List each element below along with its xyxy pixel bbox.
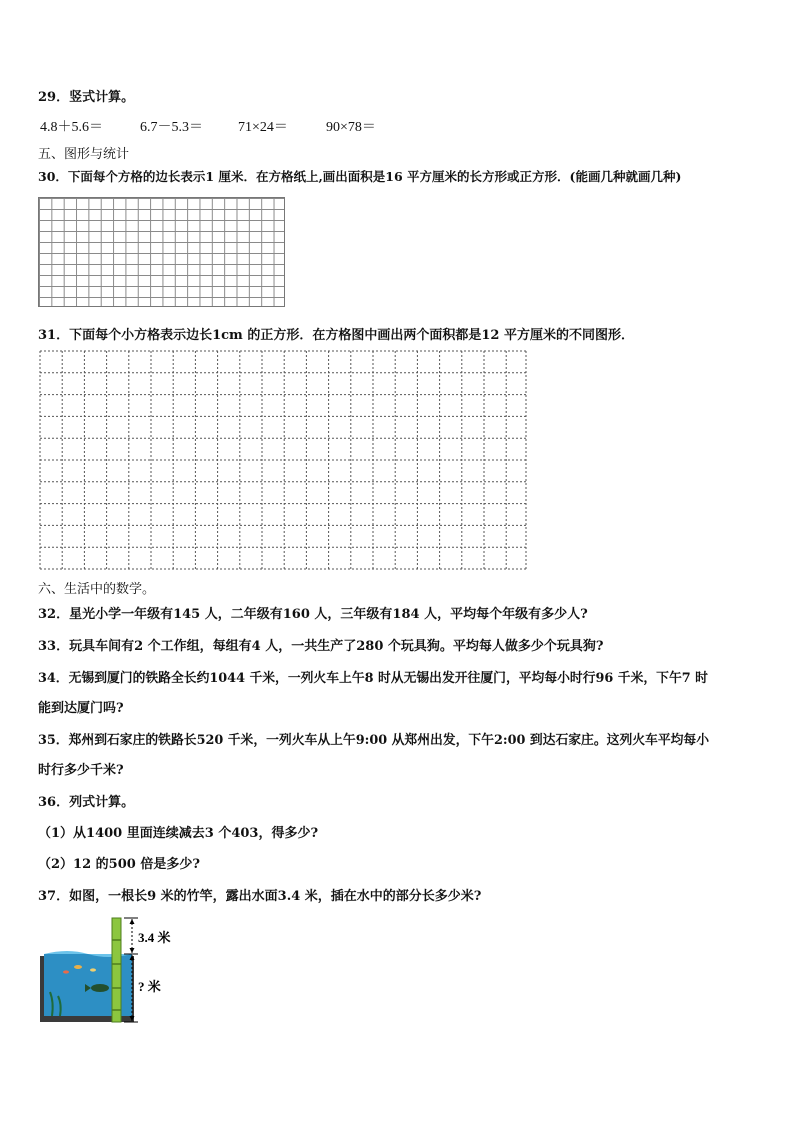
q35-line1: 35．郑州到石家庄的铁路长520 千米，一列火车从上午9:00 从郑州出发，下午2:00 到达石家庄。这列火车平均每小 [38,733,710,748]
q31-text: 31．下面每个小方格表示边长1cm 的正方形．在方格图中画出两个面积都是12 平方厘米的不同图形． [38,328,634,343]
q37-text: 37．如图，一根长9 米的竹竿，露出水面3.4 米，插在水中的部分长多少米? [38,889,482,904]
bamboo-figure [38,912,178,1026]
q32-text: 32．星光小学一年级有145 人，二年级有160 人，三年级有184 人，平均每个年级有多少人? [38,607,588,622]
calc-item-2: 6.7－5.3＝ [140,120,203,135]
section-6-heading: 六、生活中的数学。 [38,582,156,597]
q34-line1: 34．无锡到厦门的铁路全长约1044 千米，一列火车上午8 时从无锡出发开往厦门，平均每小时行96 千米，下午7 时 [38,671,708,686]
q30-text: 30．下面每个方格的边长表示1 厘米．在方格纸上,画出面积是16 平方厘米的长方形或正方形．(能画几种就画几种) [38,169,682,184]
calc-item-1: 4.8＋5.6＝ [40,120,103,135]
q30-grid[interactable] [38,197,285,307]
q31-dotted-grid[interactable] [38,349,528,571]
q34-line2: 能到达厦门吗? [38,701,124,716]
label-below-water: ? 米 [138,979,161,994]
q29-title: 29．竖式计算。 [38,90,135,105]
q36-sub1: （1）从1400 里面连续减去3 个403，得多少? [38,826,319,841]
q35-line2: 时行多少千米? [38,763,124,778]
q36-title: 36．列式计算。 [38,795,135,810]
q33-text: 33．玩具车间有2 个工作组，每组有4 人，一共生产了280 个玩具狗。平均每人做多少个玩具狗? [38,639,604,654]
q36-sub2: （2）12 的500 倍是多少? [38,857,200,872]
label-above-water: 3.4 米 [138,930,171,945]
section-5-heading: 五、图形与统计 [38,147,130,162]
calc-item-4: 90×78＝ [326,120,376,135]
calc-item-3: 71×24＝ [238,120,288,135]
